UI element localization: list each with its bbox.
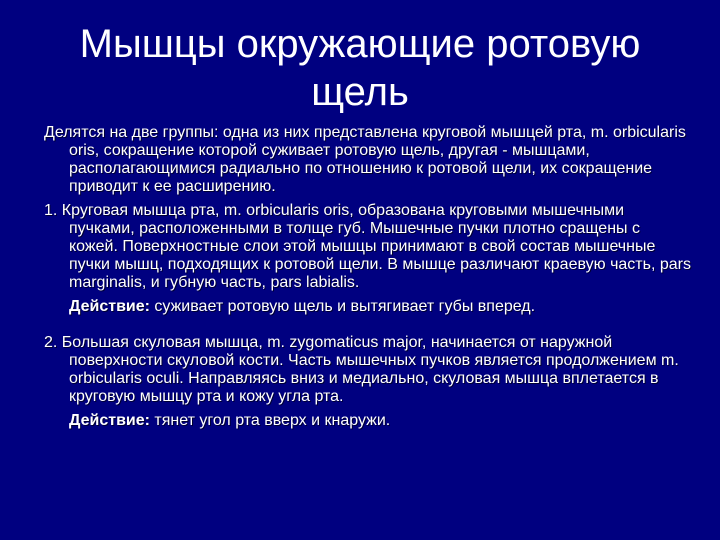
muscle-description: 1. Круговая мышца рта, m. orbicularis oris, образована круговыми мышечными пучками, расположенными в толще губ. Мышечные пучки плотно сращены с кожей. Поверхностные слои этой мышцы принимают в свой состав мышечные пучки мышц, подходящих к ротовой щели. В мышце различают краевую часть, pars marginalis, и губную часть, pars labialis. bbox=[44, 202, 691, 291]
action-text: тянет угол рта вверх и кнаружи. bbox=[149, 412, 391, 429]
muscle-item-orbicularis-oris bbox=[44, 202, 692, 316]
muscle-item-zygomaticus-major bbox=[44, 334, 692, 430]
intro-paragraph: Делятся на две группы: одна из них представлена круговой мышцей рта, m. orbicularis oris, сокращение которой суживает ротовую щель, другая - мышцами, располагающимися радиально по отношению к ротовой щели, их сокращение приводит к ее расширению. bbox=[44, 124, 686, 195]
slide-title: Мышцы окружающие ротовую щель bbox=[79, 22, 641, 114]
muscle-action bbox=[44, 412, 692, 430]
muscle-action bbox=[44, 298, 692, 316]
muscle-description: 2. Большая скуловая мышца, m. zygomaticus major, начинается от наружной поверхности скуловой кости. Часть мышечных пучков является продолжением m. orbicularis oculi. Направляясь вниз и медиально, скуловая мышца вплетается в круговую мышцу рта и кожу угла рта. bbox=[44, 334, 679, 405]
action-label: Действие: bbox=[69, 298, 150, 315]
action-label: Действие: bbox=[69, 412, 150, 429]
slide-body bbox=[44, 124, 692, 430]
action-text: суживает ротовую щель и вытягивает губы вперед. bbox=[149, 298, 536, 315]
